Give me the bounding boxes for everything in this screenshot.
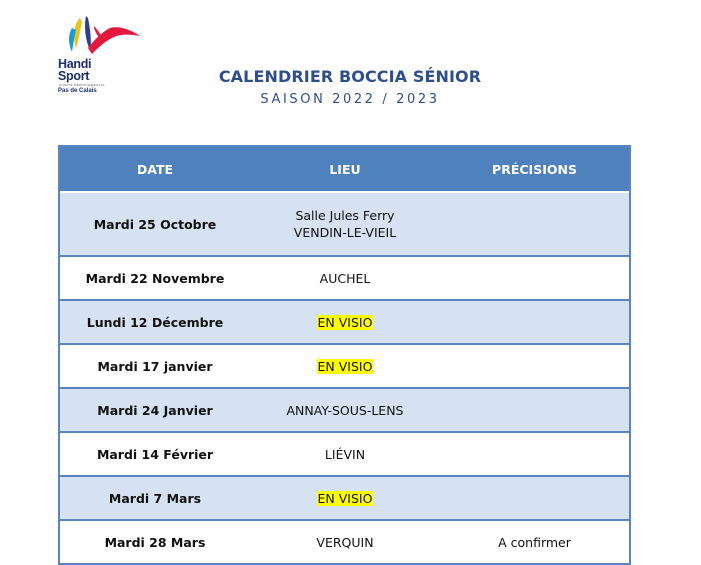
handisport-logo	[58, 14, 148, 110]
cell-lieu	[250, 207, 440, 241]
cell-lieu	[250, 358, 440, 375]
logo-line-sport: Sport	[58, 68, 90, 83]
table-header-row	[60, 147, 629, 193]
cell-date: Mardi 17 janvier	[97, 358, 213, 374]
cell-lieu	[250, 490, 440, 507]
cell-lieu: ANNAY-SOUS-LENS	[286, 402, 404, 418]
cell-precisions: A confirmer	[498, 534, 571, 550]
table-row	[60, 389, 629, 433]
cell-date: Mardi 7 Mars	[108, 490, 202, 506]
logo-text	[58, 58, 106, 94]
table-row	[60, 193, 629, 257]
page-subtitle: SAISON 2022 / 2023	[260, 92, 440, 107]
cell-date: Lundi 12 Décembre	[86, 314, 224, 330]
cell-lieu: AUCHEL	[319, 270, 371, 286]
cell-lieu-line1: Salle Jules Ferry	[295, 208, 395, 223]
page-title: CALENDRIER BOCCIA SÉNIOR	[218, 67, 482, 86]
table-row	[60, 433, 629, 477]
table-row	[60, 301, 629, 345]
cell-lieu: VERQUIN	[316, 534, 374, 550]
table-row	[60, 477, 629, 521]
cell-date: Mardi 28 Mars	[104, 534, 206, 550]
cell-lieu-highlight: EN VISIO	[317, 490, 373, 506]
logo-region: Pas de Calais	[58, 88, 97, 94]
logo-comite: COMITÉ DÉPARTEMENTAL	[58, 83, 106, 87]
cell-date: Mardi 22 Novembre	[85, 270, 225, 286]
cell-date: Mardi 14 Février	[96, 446, 214, 462]
logo-line-handi: Handi	[58, 57, 92, 71]
calendar-table	[58, 145, 631, 565]
column-header-lieu: LIEU	[329, 161, 361, 177]
cell-date: Mardi 24 Janvier	[97, 402, 213, 418]
cell-lieu: LIÉVIN	[324, 446, 366, 462]
cell-lieu-highlight: EN VISIO	[317, 358, 373, 374]
column-header-precisions: PRÉCISIONS	[492, 161, 577, 177]
table-row	[60, 345, 629, 389]
table-row	[60, 257, 629, 301]
cell-date: Mardi 25 Octobre	[93, 216, 217, 232]
column-header-date: DATE	[136, 161, 174, 177]
cell-lieu-line2: VENDIN-LE-VIEIL	[293, 225, 397, 240]
cell-lieu	[250, 314, 440, 331]
table-row	[60, 521, 629, 565]
cell-lieu-highlight: EN VISIO	[317, 314, 373, 330]
